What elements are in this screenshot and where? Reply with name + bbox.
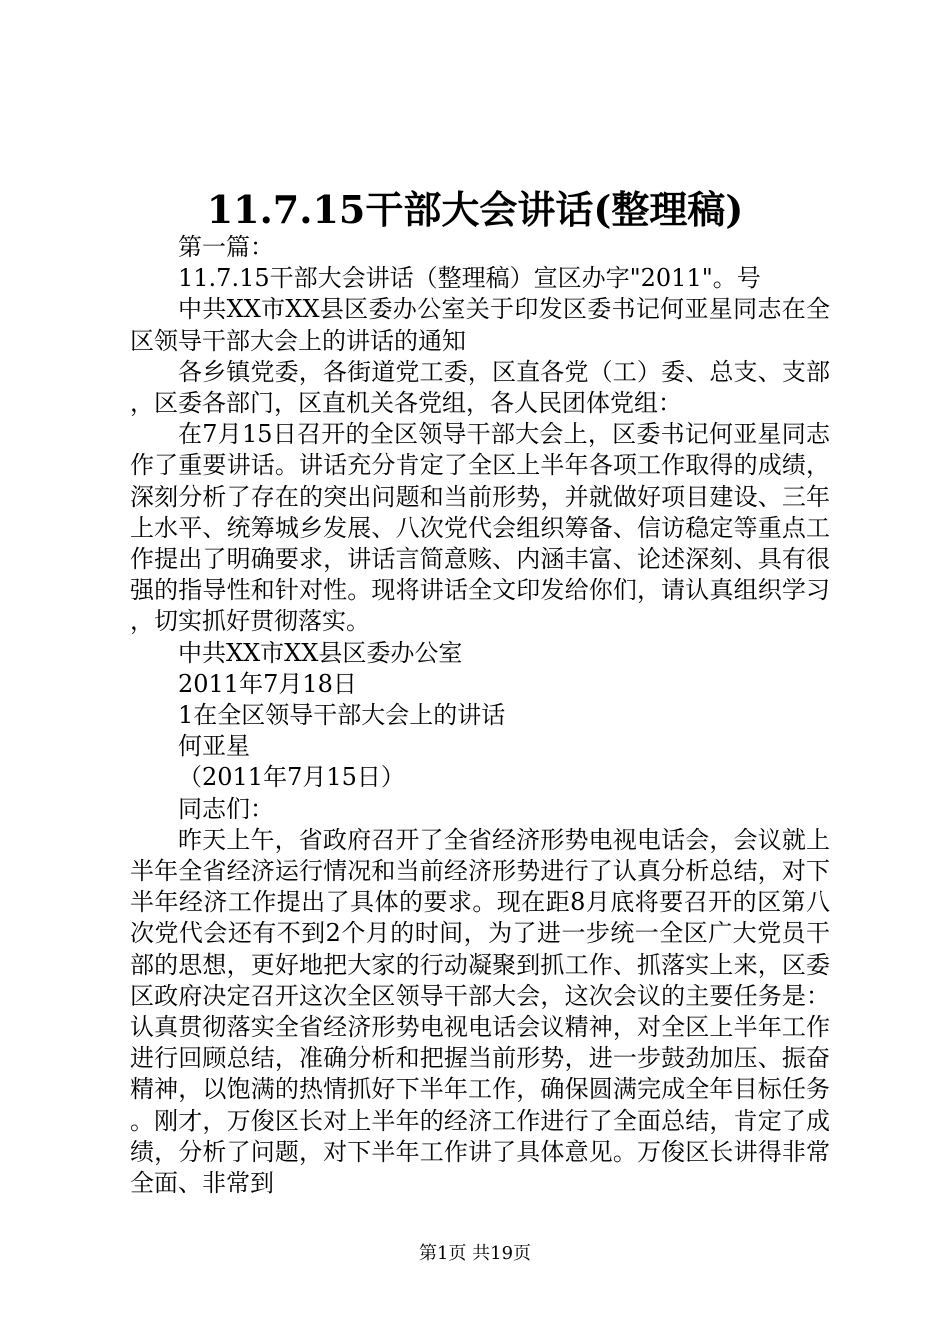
page-number: 第1页 共19页 bbox=[418, 1243, 532, 1264]
document-title: 11.7.15干部大会讲话(整理稿) bbox=[206, 187, 744, 232]
notice-title: 中共XX市XX县区委办公室关于印发区委书记何亚星同志在全区领导干部大会上的讲话的通知 bbox=[130, 295, 830, 355]
notice-body: 在7月15日召开的全区领导干部大会上，区委书记何亚星同志作了重要讲话。讲话充分肯定了全区上半年各项工作取得的成绩，深刻分析了存在的突出问题和当前形势，并就做好项目建设、三年上水平、统筹城乡发展、八次党代会组织筹备、信访稳定等重点工作提出了明确要求，讲话言简意赅、内涵丰富、论述深刻、具有很强的指导性和针对性。现将讲话全文印发给你们，请认真组织学习，切实抓好贯彻落实。 bbox=[130, 420, 830, 636]
recipients: 各乡镇党委，各街道党工委，区直各党（工）委、总支、支部，区委各部门，区直机关各党组，各人民团体党组： bbox=[130, 357, 830, 418]
speech-date: （2011年7月15日） bbox=[178, 763, 405, 792]
document-reference: 11.7.15干部大会讲话（整理稿）宣区办字"2011"。号 bbox=[178, 264, 761, 293]
issuer: 中共XX市XX县区委办公室 bbox=[178, 638, 463, 667]
speaker: 何亚星 bbox=[178, 732, 250, 761]
document-body bbox=[130, 232, 830, 1199]
section-heading: 第一篇： bbox=[178, 233, 274, 261]
salutation: 同志们： bbox=[178, 794, 274, 823]
issue-date: 2011年7月18日 bbox=[178, 669, 357, 698]
speech-body: 昨天上午，省政府召开了全省经济形势电视电话会，会议就上半年全省经济运行情况和当前经济形势进行了认真分析总结，对下半年经济工作提出了具体的要求。现在距8月底将要召开的区第八次党代会还有不到2个月的时间，为了进一步统一全区广大党员干部的思想，更好地把大家的行动凝聚到抓工作、抓落实上来，区委区政府决定召开这次全区领导干部大会，这次会议的主要任务是：认真贯彻落实全省经济形势电视电话会议精神，对全区上半年工作进行回顾总结，准确分析和把握当前形势，进一步鼓劲加压、振奋精神，以饱满的热情抓好下半年工作，确保圆满完成全年目标任务。刚才，万俊区长对上半年的经济工作进行了全面总结，肯定了成绩，分析了问题，对下半年工作讲了具体意见。万俊区长讲得非常全面、非常到 bbox=[130, 825, 830, 1198]
speech-title: 1在全区领导干部大会上的讲话 bbox=[178, 701, 506, 730]
